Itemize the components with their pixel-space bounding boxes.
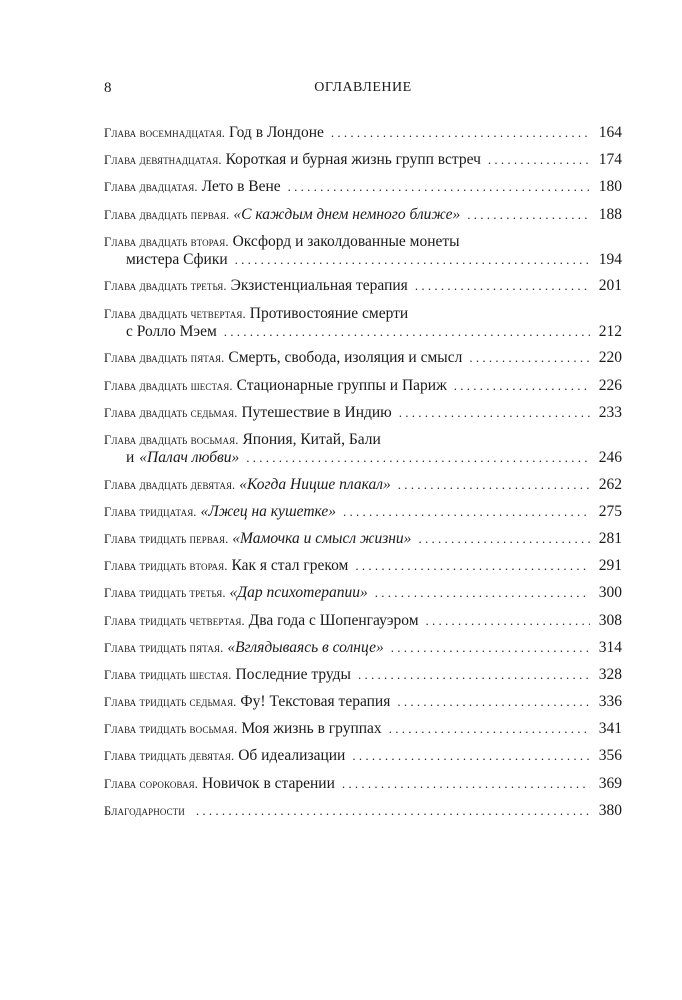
toc-continuation-prefix: и — [126, 449, 135, 467]
toc-line — [104, 503, 622, 522]
toc-chapter-label: Глава тридцать третья. — [104, 586, 226, 601]
toc-chapter-title: «С каждым днем немного ближе» — [233, 205, 461, 223]
toc-page-number: 194 — [598, 251, 622, 269]
toc-page-number: 275 — [598, 502, 622, 520]
toc-chapter-label: Глава тридцать пятая. — [104, 640, 224, 655]
toc-chapter-title: «Дар психотерапии» — [229, 584, 368, 602]
toc-page-number: 341 — [598, 720, 622, 738]
toc-entry — [104, 612, 622, 631]
toc-page-number: 212 — [598, 323, 622, 341]
toc-chapter-label: Глава двадцать девятая. — [104, 477, 236, 492]
dot-leader — [454, 377, 590, 395]
dot-leader — [342, 775, 590, 793]
dot-leader — [355, 557, 590, 575]
toc-entry — [104, 431, 622, 467]
toc-page-number: 308 — [598, 611, 622, 629]
toc-chapter-title: «Мамочка и смысл жизни» — [232, 529, 412, 547]
toc-page-number: 174 — [598, 151, 622, 169]
dot-leader — [235, 251, 590, 269]
toc-line — [104, 349, 622, 368]
toc-page-number: 201 — [598, 277, 622, 295]
toc-line — [104, 584, 622, 603]
dot-leader — [389, 720, 590, 738]
toc-page-number: 281 — [598, 529, 622, 547]
toc-chapter-title: Экзистенциальная терапия — [230, 277, 408, 295]
toc-chapter-label: Глава двадцатая. — [104, 180, 198, 195]
toc-entry — [104, 584, 622, 603]
toc-line — [104, 404, 622, 423]
toc-chapter-title: Противостояние смерти — [249, 304, 409, 322]
toc-chapter-label: Глава восемнадцатая. — [104, 126, 226, 140]
dot-leader — [196, 802, 590, 820]
toc-chapter-label: Глава тридцать шестая. — [104, 667, 232, 682]
toc-chapter-label: Глава тридцать вторая. — [104, 559, 228, 574]
toc-entry — [104, 802, 622, 821]
toc-chapter-title: Моя жизнь в группах — [241, 720, 382, 738]
toc-line-continuation — [104, 251, 622, 269]
toc-chapter-title: Год в Лондоне — [229, 124, 324, 141]
toc-entry — [104, 124, 622, 143]
toc-entry — [104, 557, 622, 576]
dot-leader — [397, 693, 590, 711]
toc-page-number: 246 — [598, 449, 622, 467]
toc-chapter-title-continuation: мистера Сфики — [126, 251, 228, 269]
toc-line — [104, 431, 622, 450]
toc-entry — [104, 503, 622, 522]
toc-line — [104, 639, 622, 658]
toc-chapter-title-continuation: с Ролло Мэем — [126, 323, 217, 341]
toc-line — [104, 305, 622, 324]
toc-line — [104, 775, 622, 794]
toc-chapter-title: Об идеализации — [238, 747, 346, 765]
toc-chapter-label: Глава двадцать шестая. — [104, 378, 233, 393]
toc-chapter-label: Глава двадцать вторая. — [104, 234, 229, 249]
toc-page-number: 336 — [598, 693, 622, 711]
toc-chapter-title: Новичок в старении — [201, 774, 335, 792]
toc-page-number: 328 — [598, 665, 622, 683]
toc-line — [104, 802, 622, 821]
toc-page-number: 220 — [598, 349, 622, 367]
toc-page-number: 180 — [598, 178, 622, 196]
toc-entry — [104, 377, 622, 396]
page-header — [104, 80, 622, 100]
toc-line — [104, 377, 622, 396]
toc-page-number: 291 — [598, 557, 622, 575]
toc-entry — [104, 693, 622, 712]
dot-leader — [331, 124, 590, 142]
dot-leader — [391, 639, 590, 657]
toc-chapter-title: Фу! Текстовая терапия — [240, 693, 391, 711]
toc-chapter-label: Глава тридцать девятая. — [104, 749, 235, 764]
toc-line — [104, 124, 622, 143]
toc-line — [104, 612, 622, 631]
toc-entry — [104, 151, 622, 170]
toc-chapter-title: Стационарные группы и Париж — [236, 376, 447, 394]
toc-chapter-title: Два года с Шопенгауэром — [248, 611, 419, 629]
toc-page-number: 380 — [598, 801, 622, 819]
dot-leader — [224, 323, 590, 341]
toc-chapter-label: Глава двадцать третья. — [104, 279, 227, 294]
toc-line — [104, 557, 622, 576]
toc-line-continuation — [104, 449, 622, 467]
toc-line — [104, 476, 622, 495]
toc-page-number: 300 — [598, 584, 622, 602]
toc-chapter-title: Путешествие в Индию — [241, 403, 392, 421]
running-title: ОГЛАВЛЕНИЕ — [314, 80, 412, 95]
toc-chapter-title: Как я стал греком — [231, 557, 349, 575]
toc-line-continuation — [104, 323, 622, 341]
dot-leader — [352, 747, 590, 765]
toc-line — [104, 206, 622, 225]
toc-chapter-label: Благодарности — [104, 803, 185, 818]
toc-page-number: 356 — [598, 747, 622, 765]
toc-entry — [104, 775, 622, 794]
toc-chapter-title: «Вглядываясь в солнце» — [227, 638, 384, 656]
table-of-contents — [104, 124, 622, 829]
dot-leader — [246, 449, 590, 467]
toc-line — [104, 693, 622, 712]
dot-leader — [358, 666, 590, 684]
toc-entry — [104, 666, 622, 685]
toc-entry — [104, 530, 622, 549]
toc-page-number: 188 — [598, 205, 622, 223]
toc-chapter-title: Оксфорд и заколдованные монеты — [232, 232, 460, 250]
toc-chapter-label: Глава двадцать восьмая. — [104, 432, 239, 447]
toc-entry — [104, 747, 622, 766]
toc-entry — [104, 639, 622, 658]
toc-chapter-title: «Лжец на кушетке» — [200, 502, 337, 520]
dot-leader — [399, 404, 590, 422]
toc-entry — [104, 206, 622, 225]
dot-leader — [343, 503, 590, 521]
toc-line — [104, 151, 622, 170]
toc-line — [104, 530, 622, 549]
toc-chapter-label: Глава сороковая. — [104, 776, 198, 791]
dot-leader — [415, 277, 590, 295]
dot-leader — [488, 151, 590, 169]
dot-leader — [288, 178, 590, 196]
toc-chapter-title: Последние труды — [235, 665, 351, 683]
toc-entry — [104, 404, 622, 423]
toc-entry — [104, 233, 622, 269]
toc-chapter-title: Смерть, свобода, изоляция и смысл — [228, 349, 463, 367]
toc-chapter-label: Глава двадцать четвертая. — [104, 306, 246, 321]
toc-chapter-label: Глава тридцать седьмая. — [104, 695, 237, 710]
toc-line — [104, 720, 622, 739]
toc-chapter-label: Глава двадцать первая. — [104, 207, 230, 222]
toc-chapter-title: Короткая и бурная жизнь групп встреч — [225, 151, 481, 169]
toc-chapter-label: Глава двадцать пятая. — [104, 351, 225, 366]
dot-leader — [375, 584, 590, 602]
page-number: 8 — [104, 80, 112, 96]
toc-line — [104, 747, 622, 766]
toc-chapter-title: Япония, Китай, Бали — [242, 430, 381, 448]
dot-leader — [418, 530, 590, 548]
toc-entry — [104, 476, 622, 495]
toc-chapter-title: «Когда Ницше плакал» — [239, 475, 391, 493]
toc-chapter-label: Глава девятнадцатая. — [104, 153, 222, 168]
toc-entry — [104, 349, 622, 368]
toc-entry — [104, 277, 622, 296]
toc-line — [104, 178, 622, 197]
toc-page-number: 164 — [598, 124, 622, 141]
toc-entry — [104, 178, 622, 197]
toc-chapter-label: Глава двадцать седьмая. — [104, 405, 238, 420]
toc-page-number: 314 — [598, 638, 622, 656]
toc-line — [104, 277, 622, 296]
toc-chapter-label: Глава тридцатая. — [104, 504, 197, 519]
dot-leader — [426, 612, 590, 630]
dot-leader — [467, 206, 590, 224]
toc-line — [104, 666, 622, 685]
toc-page-number: 262 — [598, 475, 622, 493]
toc-line — [104, 233, 622, 252]
toc-entry — [104, 305, 622, 341]
toc-chapter-label: Глава тридцать восьмая. — [104, 722, 238, 737]
dot-leader — [398, 476, 590, 494]
toc-chapter-label: Глава тридцать первая. — [104, 531, 229, 546]
toc-chapter-title-continuation: «Палач любви» — [139, 449, 240, 467]
toc-chapter-label: Глава тридцать четвертая. — [104, 613, 245, 628]
dot-leader — [469, 349, 590, 367]
toc-chapter-title: Лето в Вене — [201, 178, 281, 196]
toc-page-number: 226 — [598, 376, 622, 394]
toc-page-number: 369 — [598, 774, 622, 792]
toc-page-number: 233 — [598, 403, 622, 421]
toc-entry — [104, 720, 622, 739]
